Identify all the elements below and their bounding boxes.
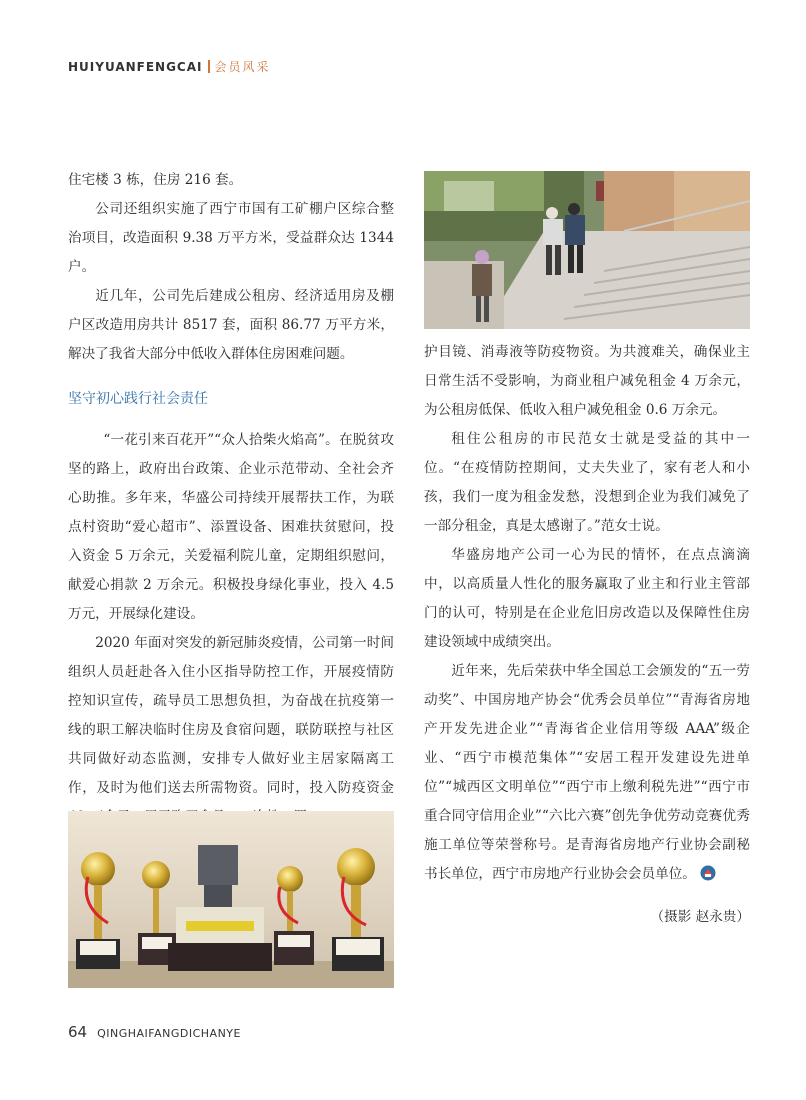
running-header — [68, 58, 271, 75]
left-column — [68, 166, 394, 832]
photo-trophies — [68, 811, 394, 988]
association-logo-icon — [699, 865, 717, 881]
left-paragraph-4: “一花引来百花开”“众人拾柴火焰高”。在脱贫攻坚的路上，政府出台政策、企业示范带动、全社会齐心助推。多年来，华盛公司持续开展帮扶工作，为联点村资助“爱心超市”、添置设备、困难扶贫慰问，投入资金 5 万余元，关爱福利院儿童，定期组织慰问，献爱心捐款 2 万余元。积极投身绿化事业，投入 4.5 万元，开展绿化建设。 — [68, 432, 394, 622]
right-paragraph-4 — [424, 657, 750, 889]
right-paragraph-1: 护目镜、消毒液等防疫物资。为共渡难关，确保业主日常生活不受影响，为商业租户减免租金 4 万余元，为公租房低保、低收入租户减免租金 0.6 万余元。 — [424, 344, 750, 418]
left-paragraph-3: 近几年，公司先后建成公租房、经济适用房及棚户区改造用房共计 8517 套，面积 86.77 万平方米，解决了我省大部分中低收入群体住房困难问题。 — [68, 288, 394, 362]
left-paragraph-5: 2020 年面对突发的新冠肺炎疫情，公司第一时间组织人员赶赴各入住小区指导防控工作，开展疫情防控知识宣传，疏导员工思想负担，为奋战在抗疫第一线的职工解决临时住房及食宿问题，联防联控与社区共同做好动态监测，安排专人做好业主居家隔离工作，及时为他们送去所需物资。同时，投入防疫资金 — [68, 635, 394, 796]
magazine-name: QINGHAIFANGDICHANYE — [97, 1027, 241, 1040]
right-paragraph-3: 华盛房地产公司一心为民的情怀，在点点滴滴中，以高质量人性化的服务赢取了业主和行业主管部门的认可，特别是在企业危旧房改造以及保障性住房建设领域中成绩突出。 — [424, 547, 750, 650]
right-paragraph-2: 租住公租房的市民范女士就是受益的其中一位。“在疫情防控期间，丈夫失业了，家有老人和小孩，我们一度为租金发愁，没想到企业为我们减免了一部分租金，真是太感谢了。”范女士说。 — [424, 431, 750, 534]
left-paragraph-1: 住宅楼 3 栋，住房 216 套。 — [68, 172, 243, 188]
header-section-en: HUIYUANFENGCAI — [68, 59, 203, 74]
page-number: 64 — [68, 1023, 88, 1041]
right-column — [424, 166, 750, 932]
header-divider — [208, 60, 210, 73]
right-paragraph-4-text: 近年来，先后荣获中华全国总工会颁发的“五一劳动奖”、中国房地产协会“优秀会员单位”“青海省房地产开发先进企业”“青海省企业信用等级 AAA”级企业、“西宁市模范集体”“安居工程开发建设先进单位”“城西区文明单位”“西宁市上缴利税先进”“西宁市重合同守信用企业”“六比六赛”创先争优劳动竞赛优秀施工单位等荣誉称号。是青海省房地产行业协会副秘书长单位，西宁市房地产行业协会会员单位。 — [424, 663, 750, 882]
page-footer — [68, 1023, 241, 1041]
left-paragraph-2: 公司还组织实施了西宁市国有工矿棚户区综合整治项目，改造面积 9.38 万平方米，受益群众达 1344 户。 — [68, 201, 394, 275]
section-heading: 坚守初心践行社会责任 — [68, 391, 208, 407]
photo-credit: （摄影 赵永贵） — [650, 909, 750, 925]
header-section-cn: 会员风采 — [214, 60, 271, 74]
